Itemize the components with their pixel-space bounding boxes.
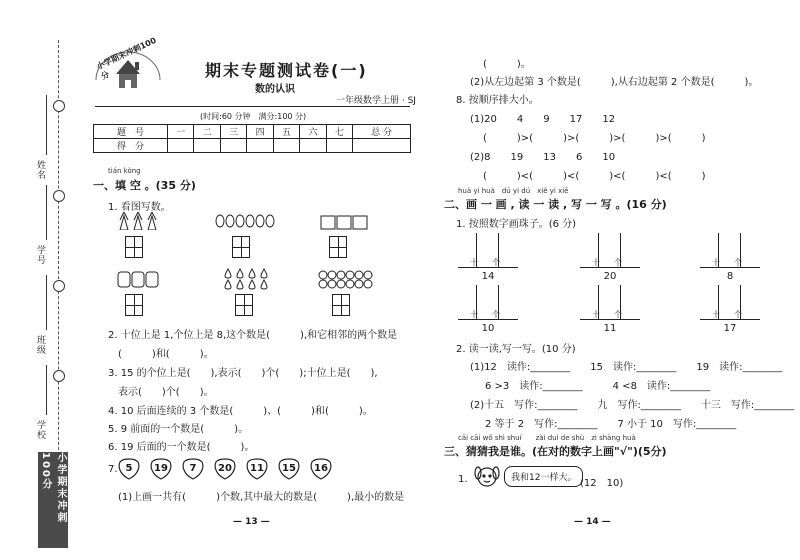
strawberry-item [276, 456, 302, 480]
drops-icon [222, 268, 270, 290]
abacus[interactable] [458, 233, 518, 281]
picture-cylinders [117, 270, 161, 288]
class-label: 班级 [35, 335, 45, 355]
logo-text: 小学期末冲刺100分 [95, 35, 158, 82]
class-field[interactable] [46, 275, 47, 330]
dog-mascot [470, 464, 504, 492]
question-6: 6. 19 后面的一个数是( )。 [108, 442, 255, 453]
strawberry-number: 19 [154, 463, 168, 474]
question-7-label: 7. [108, 464, 118, 475]
answer-box[interactable] [235, 294, 253, 316]
question-2: 2. 十位上是 1,个位上是 8,这个数是( ),和它相邻的两个数是 [108, 330, 398, 341]
abacus[interactable] [458, 285, 518, 333]
picture-blocks [320, 214, 368, 230]
read-row-2[interactable]: 6 >3 读作:________ 4 <8 读作:________ [485, 381, 711, 392]
strawberry-number: 11 [250, 463, 264, 474]
score-table [93, 124, 411, 153]
speech-bubble [504, 466, 583, 487]
abacus[interactable] [580, 285, 640, 333]
abacus[interactable] [700, 233, 760, 281]
strawberry-number: 15 [282, 463, 296, 474]
score-input[interactable] [168, 139, 194, 153]
strawberry-number: 20 [218, 463, 232, 474]
question-8-2-answer[interactable]: ( )<( )<( )<( )<( ) [483, 171, 706, 182]
speech-bubble-text: 我和12一样大。 [511, 473, 577, 483]
section3-title: 三、猜猜我是谁。(在对的数字上画"√")(5分) [444, 445, 667, 458]
question-7-1: (1)上画一共有( )个数,其中最大的数是( ),最小的数是 [118, 492, 405, 503]
section2-question-1: 1. 按照数字画珠子。(6 分) [456, 219, 577, 230]
picture-fruits [318, 270, 374, 290]
section3-choices[interactable]: (12 10) [580, 478, 624, 489]
question-1: 1. 看图写数。 [108, 202, 171, 213]
write-row-1[interactable]: (2)十五 写作:________ 九 写作:________ 十三 写作:________ [470, 400, 795, 411]
question-7-1-cont: ( )。 [483, 59, 531, 70]
strawberry-number: 5 [125, 463, 133, 474]
abacus-number: 8 [726, 271, 734, 282]
strawberry-number: 7 [189, 463, 197, 474]
abacus[interactable] [700, 285, 760, 333]
bundle-icon [132, 212, 144, 230]
page-title: 期末专题测试卷(一) [205, 61, 368, 80]
score-table-score-row [94, 139, 411, 153]
score-input[interactable] [326, 139, 352, 153]
abacus-ones-label: 个 [614, 258, 622, 267]
section2-pinyin: huà yi huà dú yi dú xiě yi xiě [458, 187, 569, 195]
binding-ring [53, 280, 65, 292]
read-row-1[interactable]: (1)12 读作:________ 15 读作:________ 19 读作:________ [470, 362, 783, 373]
score-cell: 四 [247, 125, 273, 139]
question-4: 4. 10 后面连续的 3 个数是( )、( )和( )。 [108, 406, 373, 417]
grade-label: 一年级数学上册 · SJ [336, 96, 416, 106]
score-input[interactable] [273, 139, 299, 153]
score-input[interactable] [220, 139, 246, 153]
time-note: (时间:60 分钟 满分:100 分) [200, 112, 307, 121]
page-subtitle: 数的认识 [255, 84, 295, 95]
score-cell: 题 号 [94, 125, 168, 139]
abacus-base [580, 319, 640, 320]
score-cell: 得 分 [94, 139, 168, 153]
abacus-ones-label: 个 [492, 310, 500, 319]
abacus-base [458, 267, 518, 268]
strawberry-item [212, 456, 238, 480]
abacus-ones-label: 个 [614, 310, 622, 319]
question-3: 3. 15 的个位上是( ),表示( )个( );十位上是( ), [108, 368, 378, 379]
header-rule [95, 106, 410, 107]
abacus-base [580, 267, 640, 268]
abacus-tens-label: 十 [712, 310, 720, 319]
abacus-number: 14 [481, 271, 495, 282]
strawberry-item [244, 456, 270, 480]
score-input[interactable] [300, 139, 326, 153]
abacus-base [700, 267, 760, 268]
section3-question-1-label: 1. [458, 474, 468, 485]
dog-icon [470, 464, 504, 492]
question-8-1-numbers: (1)20 4 9 17 12 [470, 114, 616, 125]
abacus-tens-label: 十 [470, 310, 478, 319]
score-input[interactable] [353, 139, 411, 153]
binding-ring [53, 370, 65, 382]
abacus-number: 20 [603, 271, 617, 282]
question-5: 5. 9 前面的一个数是( )。 [108, 424, 249, 435]
question-8-2-numbers: (2)8 19 13 6 10 [470, 152, 616, 163]
school-label: 学校 [35, 420, 45, 440]
abacus-tens-label: 十 [592, 258, 600, 267]
abacus-number: 11 [603, 323, 617, 334]
question-2-cont: ( )和( )。 [118, 349, 214, 360]
picture-drops [222, 268, 270, 290]
section3-pinyin: cāi cāi wǒ shì shuí zài duì de shù zì shàng huà [458, 434, 636, 442]
answer-box[interactable] [332, 294, 350, 316]
strawberry-item [180, 456, 206, 480]
answer-box[interactable] [125, 236, 143, 258]
abacus[interactable] [580, 233, 640, 281]
abacus-base [458, 319, 518, 320]
answer-box[interactable] [232, 236, 250, 258]
section2-title: 二、画 一 画 , 读 一 读 , 写 一 写 。(16 分) [444, 198, 667, 211]
strawberry-row [116, 456, 346, 482]
answer-box[interactable] [125, 294, 143, 316]
score-cell: 六 [300, 125, 326, 139]
page-number-left: — 13 — [233, 517, 270, 527]
picture-leaves [215, 214, 275, 228]
score-cell: 总 分 [353, 125, 411, 139]
section1-title: 一、填 空 。(35 分) [93, 179, 196, 192]
picture-pineapples [118, 212, 158, 230]
bundle-icon [118, 212, 130, 230]
student-id-label: 学号 [35, 245, 45, 265]
name-field[interactable] [46, 95, 47, 155]
score-input[interactable] [247, 139, 273, 153]
fruits-icon [318, 270, 374, 290]
abacus-tens-label: 十 [470, 258, 478, 267]
question-3-cont: 表示( )个( )。 [118, 387, 214, 398]
abacus-tens-label: 十 [592, 310, 600, 319]
name-label: 姓名 [35, 160, 45, 180]
binding-ring [53, 190, 65, 202]
student-id-field[interactable] [46, 185, 47, 240]
score-cell: 一 [168, 125, 194, 139]
score-table-header-row [94, 125, 411, 139]
abacus-base [700, 319, 760, 320]
abacus-ones-label: 个 [734, 310, 742, 319]
binding-strip [0, 0, 82, 560]
binding-ring [53, 100, 65, 112]
abacus-number: 10 [481, 323, 495, 334]
abacus-ones-label: 个 [492, 258, 500, 267]
score-cell: 三 [220, 125, 246, 139]
abacus-tens-label: 十 [712, 258, 720, 267]
answer-box[interactable] [329, 236, 347, 258]
series-badge: 小学期末冲刺100分 [38, 452, 68, 548]
blocks-icon [320, 214, 368, 230]
question-8: 8. 按顺序排大小。 [456, 95, 539, 106]
cylinders-icon [117, 270, 161, 288]
score-input[interactable] [194, 139, 220, 153]
leaves-icon [215, 214, 275, 228]
series-logo [88, 35, 168, 100]
section1-pinyin: tián kòng [108, 167, 141, 175]
score-cell: 七 [326, 125, 352, 139]
question-7-2: (2)从左边起第 3 个数是( ),从右边起第 2 个数是( )。 [470, 77, 759, 88]
strawberry-item [308, 456, 334, 480]
question-8-1-answer[interactable]: ( )>( )>( )>( )>( ) [483, 133, 706, 144]
strawberry-item [116, 456, 142, 480]
page-number-right: — 14 — [574, 517, 611, 527]
score-cell: 五 [273, 125, 299, 139]
school-field[interactable] [46, 365, 47, 415]
strawberry-number: 16 [314, 463, 328, 474]
section2-question-2: 2. 读一读,写一写。(10 分) [456, 344, 576, 355]
bundle-icon [146, 212, 158, 230]
abacus-number: 17 [723, 323, 737, 334]
score-cell: 二 [194, 125, 220, 139]
strawberry-item [148, 456, 174, 480]
abacus-ones-label: 个 [734, 258, 742, 267]
write-row-2[interactable]: 2 等于 2 写作:________ 7 小于 10 写作:________ [485, 419, 737, 430]
